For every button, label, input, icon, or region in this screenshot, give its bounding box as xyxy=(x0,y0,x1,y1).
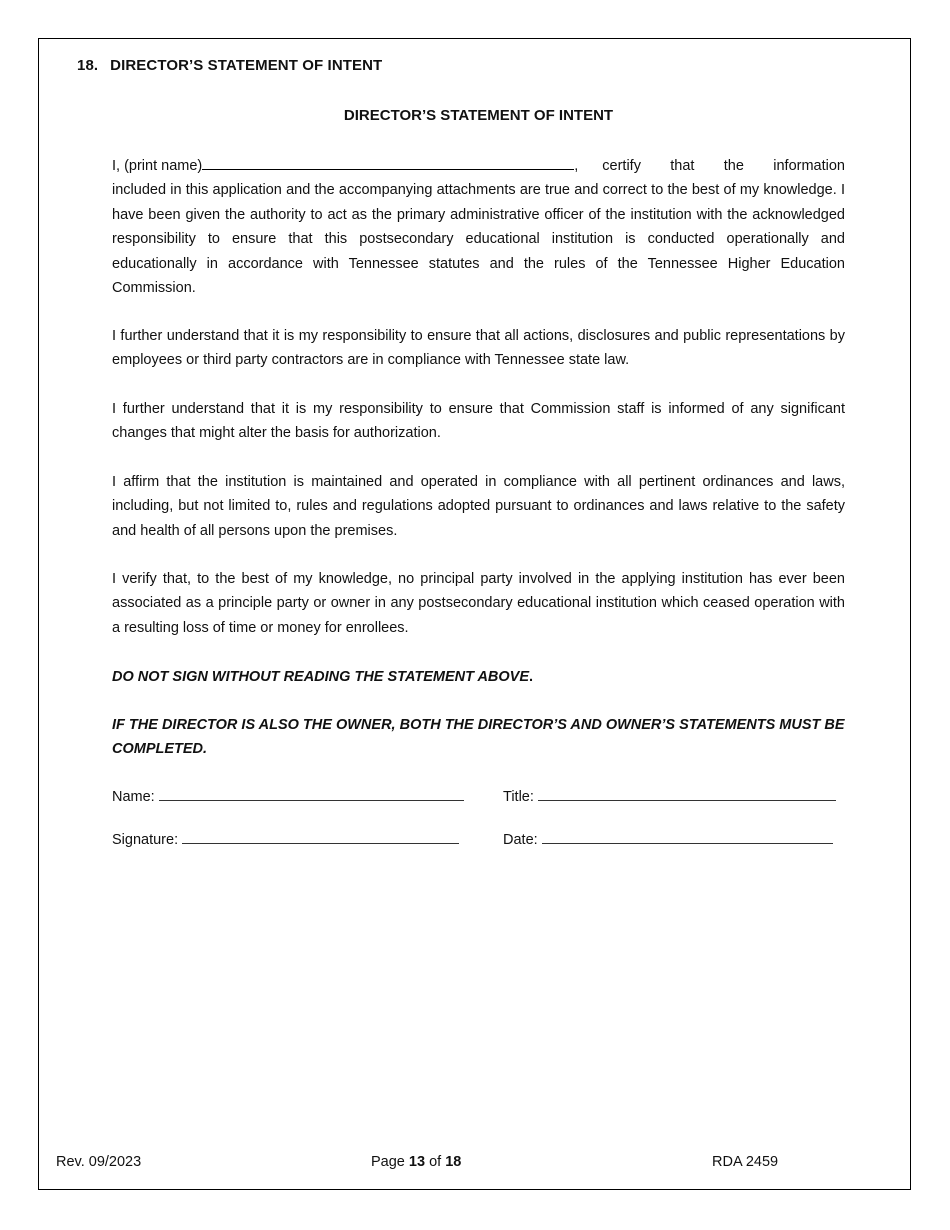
certify-words xyxy=(602,154,845,178)
title-field-group xyxy=(503,788,836,805)
signature-field-group xyxy=(112,831,503,848)
warning-do-not-sign-text: DO NOT SIGN WITHOUT READING THE STATEMENT ABOVE xyxy=(112,669,530,685)
print-name-group xyxy=(112,154,578,178)
page-current: 13 xyxy=(408,1154,426,1170)
footer-page-number xyxy=(371,1154,461,1170)
footer-revision: Rev. 09/2023 xyxy=(56,1154,142,1170)
paragraph-affirmation: I affirm that the institution is maintained and operated in compliance with all pertinent ordinances and laws, including, but not limited to, rules and regulations adopted pursuant to ordinances and laws relative to the safety and health of all persons upon the premises. xyxy=(112,474,845,539)
section-number: 18. xyxy=(77,57,99,74)
date-field-group xyxy=(503,831,833,848)
word-that: that xyxy=(670,158,695,174)
page-of: of xyxy=(429,1154,442,1170)
warning-do-not-sign xyxy=(112,665,845,689)
name-input-line[interactable] xyxy=(159,788,464,801)
page-total: 18 xyxy=(445,1154,462,1170)
page-prefix: Page xyxy=(371,1154,405,1170)
paragraph-responsibility-compliance: I further understand that it is my responsibility to ensure that all actions, disclosures and public representations by employees or third party contractors are in compliance with Tennessee state law. xyxy=(112,328,845,369)
word-the: the xyxy=(723,158,744,174)
title-input-line[interactable] xyxy=(538,788,836,801)
warning-do-not-sign-period: . xyxy=(529,669,534,685)
signature-row-name-title xyxy=(112,788,845,805)
document-title: DIRECTOR’S STATEMENT OF INTENT xyxy=(343,107,614,124)
certification-body: included in this application and the accompanying attachments are true and correct to the best of my knowledge. I have been given the authority to act as the primary administrative officer of the institution with the acknowledged responsibility to ensure that this postsecondary educational institution is conducted operationally and educationally in accordance with Tennessee statutes and the rules of the Tennessee Higher Education Commission. xyxy=(112,182,845,297)
signature-row-signature-date xyxy=(112,831,845,848)
print-name-field[interactable] xyxy=(202,155,574,170)
paragraph-certification xyxy=(112,154,845,300)
name-label: Name: xyxy=(112,789,155,805)
date-label: Date: xyxy=(503,832,538,848)
section-title: DIRECTOR’S STATEMENT OF INTENT xyxy=(110,57,383,74)
footer-form-id: RDA 2459 xyxy=(712,1154,779,1170)
title-label: Title: xyxy=(503,789,534,805)
paragraph-verification: I verify that, to the best of my knowledge, no principal party involved in the applying institution has ever been associated as a principle party or owner in any postsecondary educational institution which ceased operation with a resulting loss of time or money for enrollees. xyxy=(112,571,845,636)
section-heading xyxy=(77,57,382,74)
paragraph-responsibility-changes: I further understand that it is my responsibility to ensure that Commission staff is informed of any significant changes that might alter the basis for authorization. xyxy=(112,401,845,442)
name-field-group xyxy=(112,788,503,805)
warning-owner-statements: IF THE DIRECTOR IS ALSO THE OWNER, BOTH THE DIRECTOR’S AND OWNER’S STATEMENTS MUST BE COMPLETED. xyxy=(112,717,845,758)
certification-first-line xyxy=(112,154,845,178)
signature-input-line[interactable] xyxy=(182,831,459,844)
print-name-label: I, (print name) xyxy=(112,158,203,174)
word-certify: certify xyxy=(602,158,641,174)
signature-label: Signature: xyxy=(112,832,179,848)
word-information: information xyxy=(773,158,845,174)
date-input-line[interactable] xyxy=(542,831,833,844)
print-name-comma: , xyxy=(574,158,579,174)
